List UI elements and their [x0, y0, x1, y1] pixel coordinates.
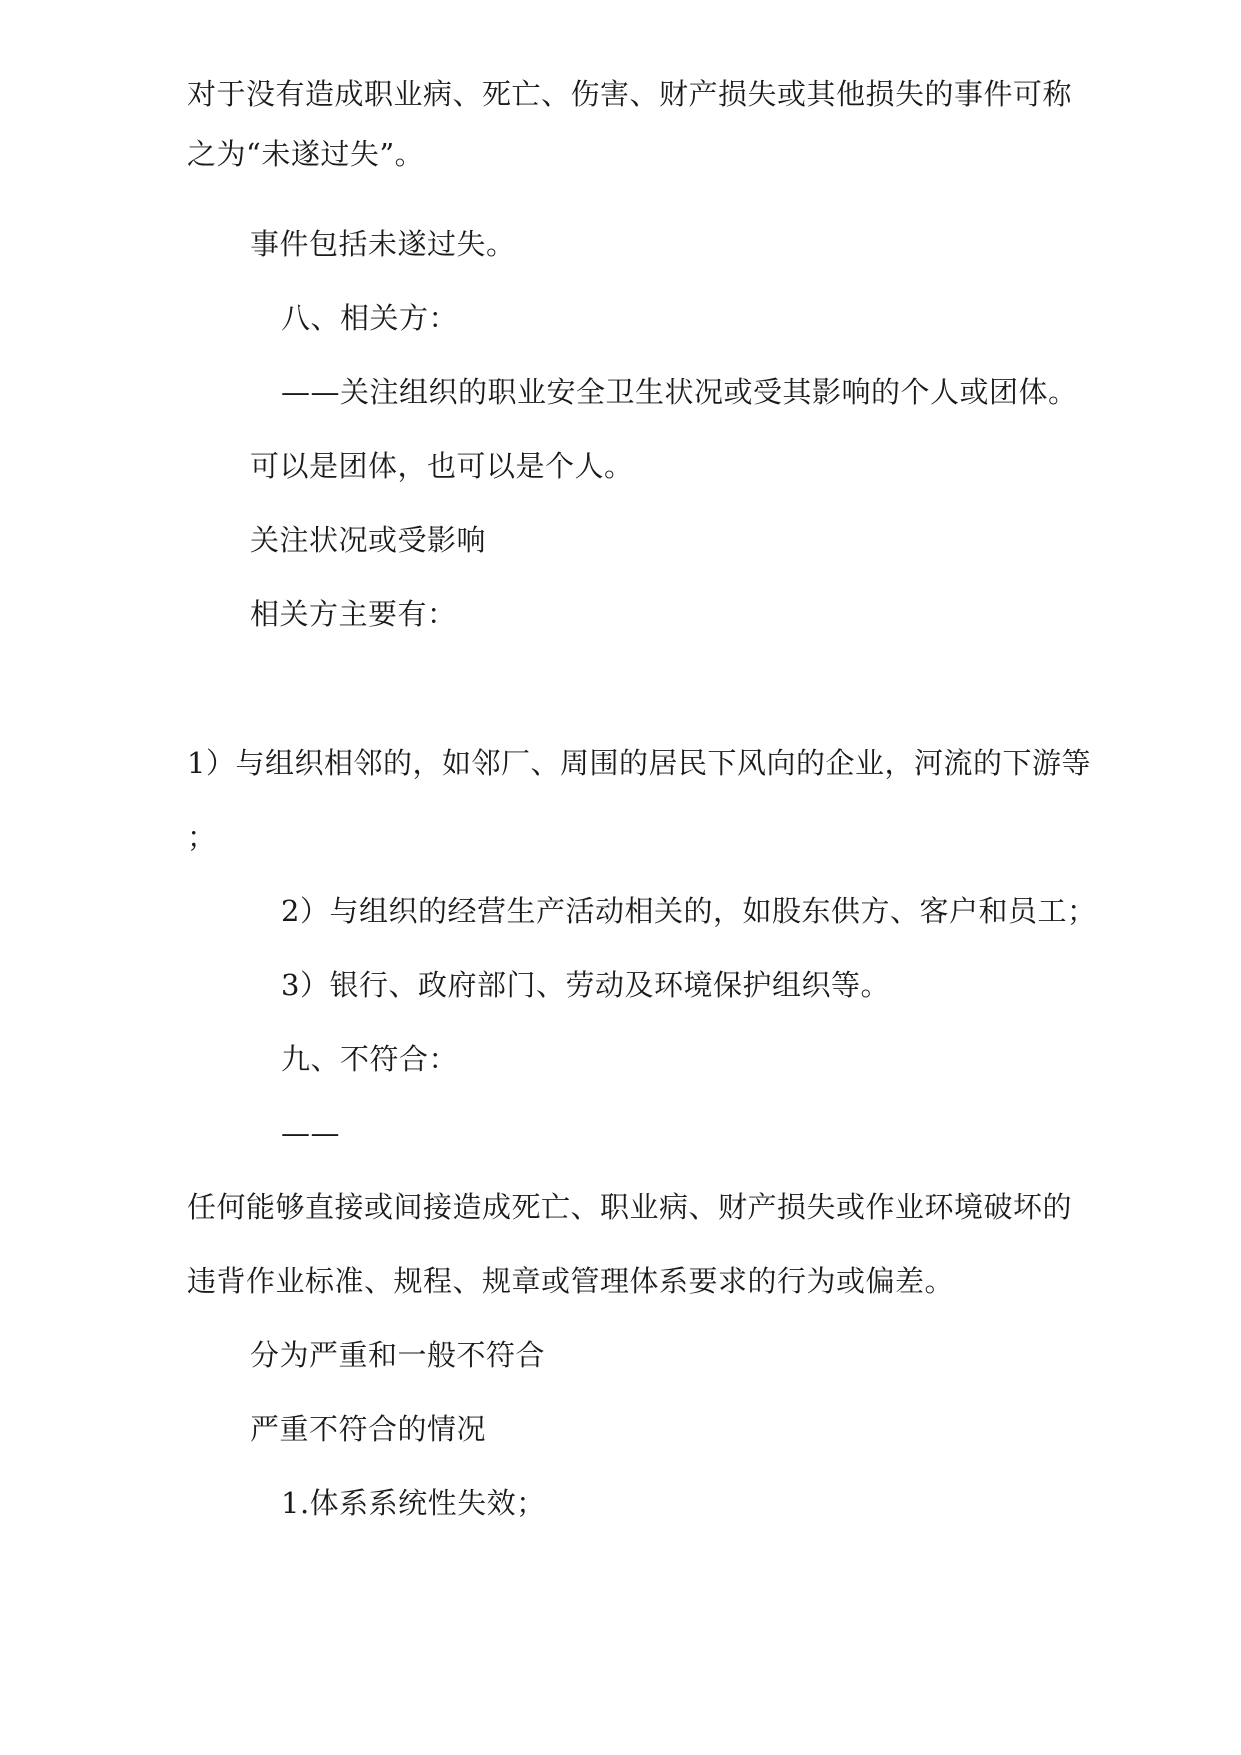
paragraph-line: 之为“未遂过失”。 [187, 137, 425, 171]
definition-dash: —— [281, 1116, 340, 1150]
paragraph-line: 事件包括未遂过失。 [250, 227, 516, 261]
paragraph-line: 对于没有造成职业病、死亡、伤害、财产损失或其他损失的事件可称 [187, 77, 1073, 111]
definition-line: ——关注组织的职业安全卫生状况或受其影响的个人或团体。 [281, 375, 1078, 409]
list-item-continuation: ； [187, 820, 217, 854]
list-item: 1）与组织相邻的，如邻厂、周围的居民下风向的企业，河流的下游等 [187, 746, 1091, 780]
paragraph-line: 严重不符合的情况 [250, 1412, 487, 1446]
paragraph-line: 相关方主要有： [250, 597, 457, 631]
paragraph-line: 分为严重和一般不符合 [250, 1338, 546, 1372]
paragraph-line: 可以是团体，也可以是个人。 [250, 449, 634, 483]
paragraph-line: 关注状况或受影响 [250, 523, 487, 557]
paragraph-line: 任何能够直接或间接造成死亡、职业病、财产损失或作业环境破坏的 [187, 1190, 1073, 1224]
list-item: 2）与组织的经营生产活动相关的，如股东供方、客户和员工； [281, 894, 1097, 928]
section-heading: 九、不符合： [281, 1042, 459, 1076]
list-item: 1.体系系统性失效； [281, 1486, 546, 1520]
section-heading: 八、相关方： [281, 301, 459, 335]
paragraph-line: 违背作业标准、规程、规章或管理体系要求的行为或偏差。 [187, 1264, 955, 1298]
list-item: 3）银行、政府部门、劳动及环境保护组织等。 [281, 968, 890, 1002]
